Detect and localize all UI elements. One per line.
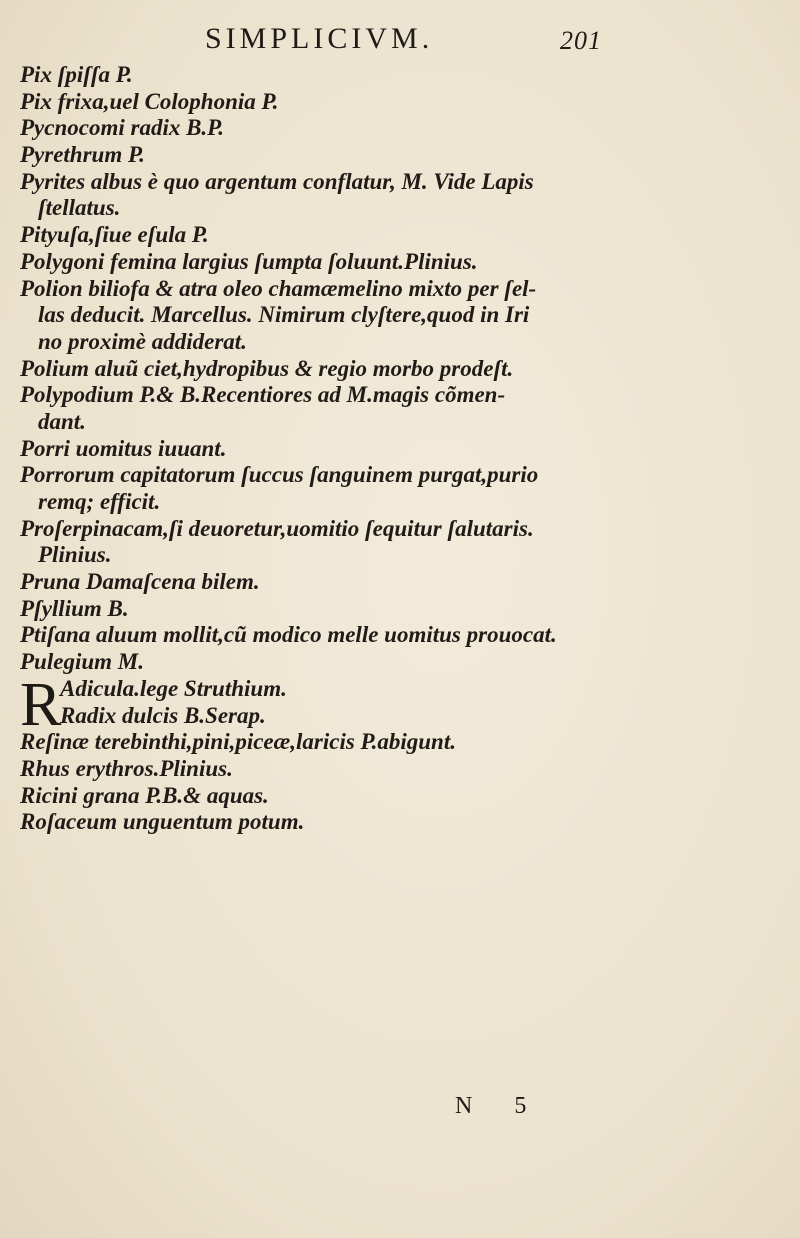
text-line: Porrorum capitatorum ſuccus ſanguinem purgat,purio [20,462,539,488]
text-line: Rhus erythros.Plinius. [20,755,233,781]
text-line: Proſerpinacam,ſi deuoretur,uomitio ſequitur ſalutaris. [20,515,534,541]
text-line: Roſaceum unguentum potum. [20,809,305,835]
text-line: ſtellatus. [38,195,121,221]
text-line: Polypodium P.& B.Recentiores ad M.magis cõmen- [20,382,506,408]
signature-mark: N 5 [455,1093,545,1119]
text-line: no proximè addiderat. [38,328,247,354]
text-line: Pix frixa,uel Colophonia P. [20,88,279,114]
running-title: SIMPLICIVM. [205,22,434,55]
text-line: Pycnocomi radix B.P. [20,115,225,141]
text-line: dant. [38,408,86,434]
text-line: Pulegium M. [20,649,144,675]
text-line: Pſyllium B. [20,595,129,621]
text-line: Pruna Damaſcena bilem. [20,569,260,595]
text-line: remq; efficit. [38,489,161,514]
text-line: Radix dulcis B.Serap. [60,702,266,728]
text-line: Pyrites albus è quo argentum conflatur, M. Vide Lapis [20,168,534,194]
text-line: Polium aluũ ciet,hydropibus & regio morbo prodeſt. [20,355,514,381]
text-line: Pyrethrum P. [20,142,145,168]
text-line: Plinius. [38,542,112,568]
page-number: 201 [560,26,602,55]
text-line: Adicula.lege Struthium. [60,675,287,701]
text-line: Pityuſa,ſiue eſula P. [20,222,209,248]
text-line: Ricini grana P.B.& aquas. [20,782,269,808]
text-line: Polion biliofa & atra oleo chamæmelino mixto per ſel- [20,275,537,301]
r-section-opening [20,670,640,739]
text-line: Reſinæ terebinthi,pini,piceæ,laricis P.abigunt. [20,729,456,755]
text-line: Porri uomitus iuuant. [20,435,227,461]
text-body [20,62,640,836]
text-line: las deducit. Marcellus. Nimirum clyſtere,quod in Iri [38,302,530,328]
text-line: Pix ſpiſſa P. [20,62,133,87]
text-line: Ptiſana aluum mollit,cũ modico melle uomitus prouocat. [20,622,557,648]
text-line: Polygoni femina largius ſumpta ſoluunt.Plinius. [20,248,478,274]
drop-capital: R [20,670,62,739]
page-header [0,20,800,60]
